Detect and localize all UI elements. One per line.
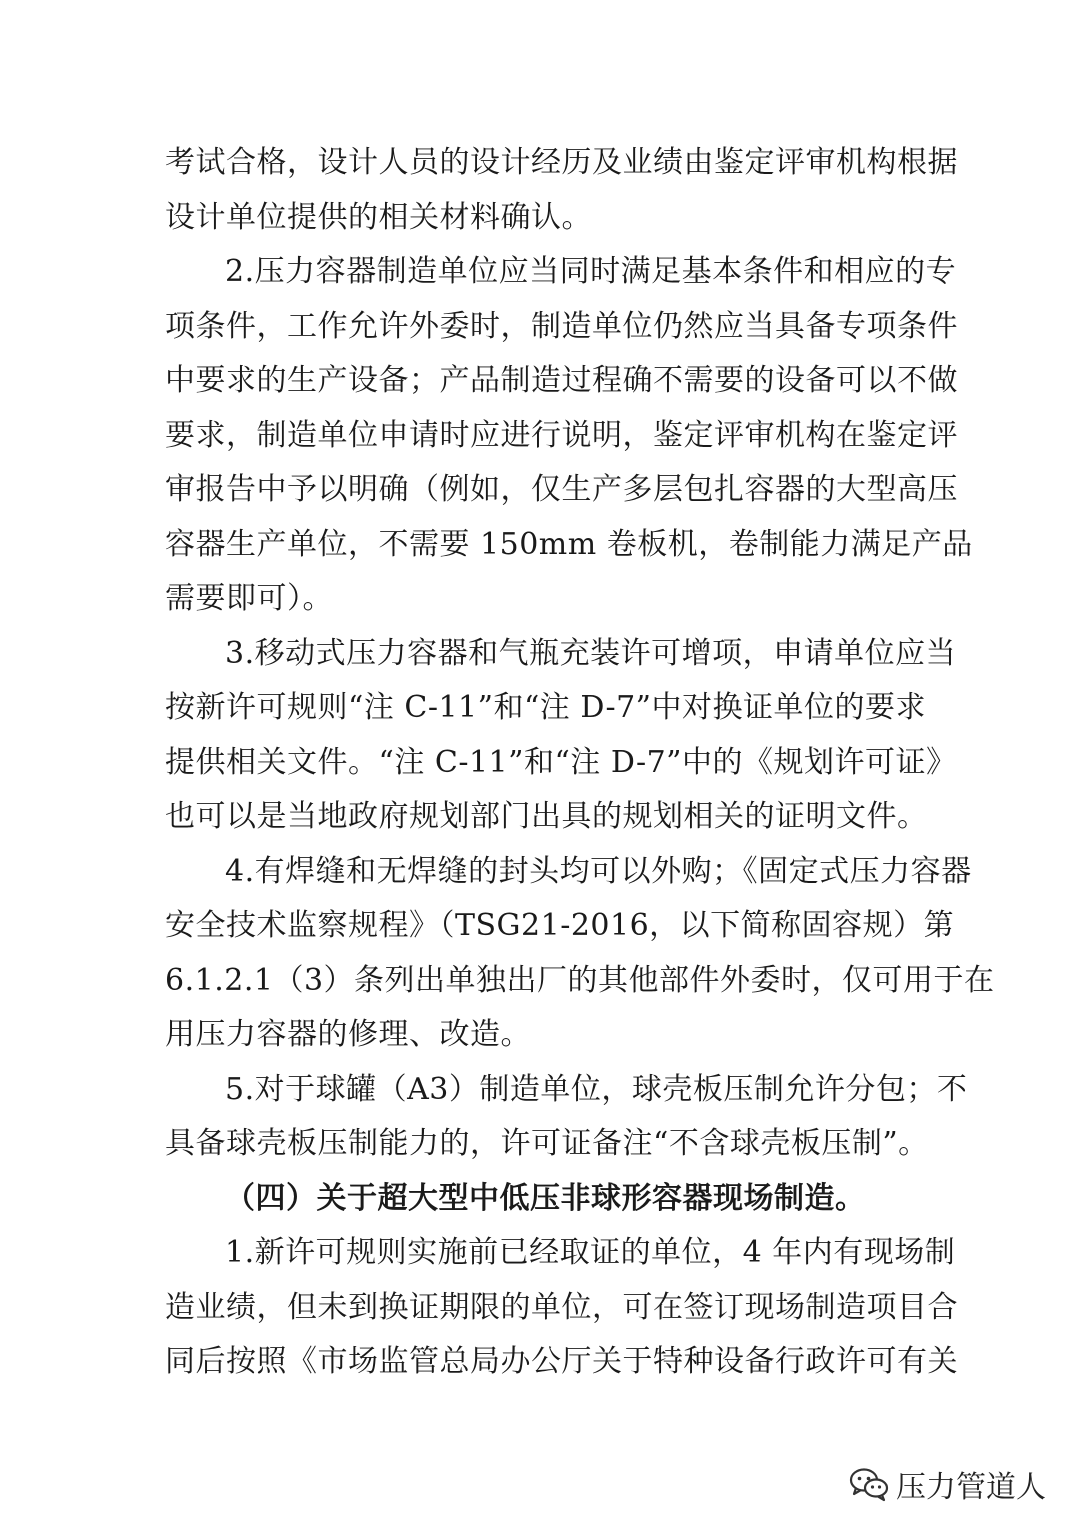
section-heading: （四）关于超大型中低压非球形容器现场制造。 xyxy=(225,1180,866,1216)
watermark-text: 压力管道人 xyxy=(896,1470,1046,1505)
text-line: 6.1.2.1（3）条列出单独出厂的其他部件外委时，仅可用于在 xyxy=(165,962,995,998)
text-line: 具备球壳板压制能力的，许可证备注“不含球壳板压制”。 xyxy=(165,1126,929,1161)
text-line: 1.新许可规则实施前已经取证的单位，4 年内有现场制 xyxy=(225,1235,956,1270)
text-line: 4.有焊缝和无焊缝的封头均可以外购；《固定式压力容器 xyxy=(225,853,972,889)
text-line: 项条件，工作允许外委时，制造单位仍然应当具备专项条件 xyxy=(165,308,958,344)
text-line: 3.移动式压力容器和气瓶充装许可增项，申请单位应当 xyxy=(225,635,957,671)
text-line: 用压力容器的修理、改造。 xyxy=(165,1017,531,1052)
text-line: 审报告中予以明确（例如，仅生产多层包扎容器的大型高压 xyxy=(165,472,958,507)
text-line: 同后按照《市场监管总局办公厅关于特种设备行政许可有关 xyxy=(165,1344,958,1379)
text-line: 需要即可）。 xyxy=(165,581,333,616)
wechat-icon xyxy=(848,1466,890,1502)
text-line: 考试合格，设计人员的设计经历及业绩由鉴定评审机构根据 xyxy=(165,145,958,180)
text-line: 按新许可规则“注 C-11”和“注 D-7”中对换证单位的要求 xyxy=(165,690,927,725)
document-body xyxy=(165,136,995,1390)
text-line: 安全技术监察规程》（TSG21-2016，以下简称固容规）第 xyxy=(165,908,955,943)
text-line: 中要求的生产设备；产品制造过程确不需要的设备可以不做 xyxy=(165,363,958,398)
text-line: 造业绩，但未到换证期限的单位，可在签订现场制造项目合 xyxy=(165,1289,958,1325)
text-line: 也可以是当地政府规划部门出具的规划相关的证明文件。 xyxy=(165,799,928,834)
account-watermark xyxy=(848,1462,1046,1506)
text-line: 5.对于球罐（A3）制造单位，球壳板压制允许分包；不 xyxy=(225,1071,968,1107)
text-line: 2.压力容器制造单位应当同时满足基本条件和相应的专 xyxy=(225,254,957,289)
text-line: 要求，制造单位申请时应进行说明，鉴定评审机构在鉴定评 xyxy=(165,417,958,453)
text-line: 提供相关文件。“注 C-11”和“注 D-7”中的《规划许可证》 xyxy=(165,744,957,780)
text-line: 设计单位提供的相关材料确认。 xyxy=(165,199,592,235)
text-line: 容器生产单位，不需要 150mm 卷板机，卷制能力满足产品 xyxy=(165,526,973,562)
